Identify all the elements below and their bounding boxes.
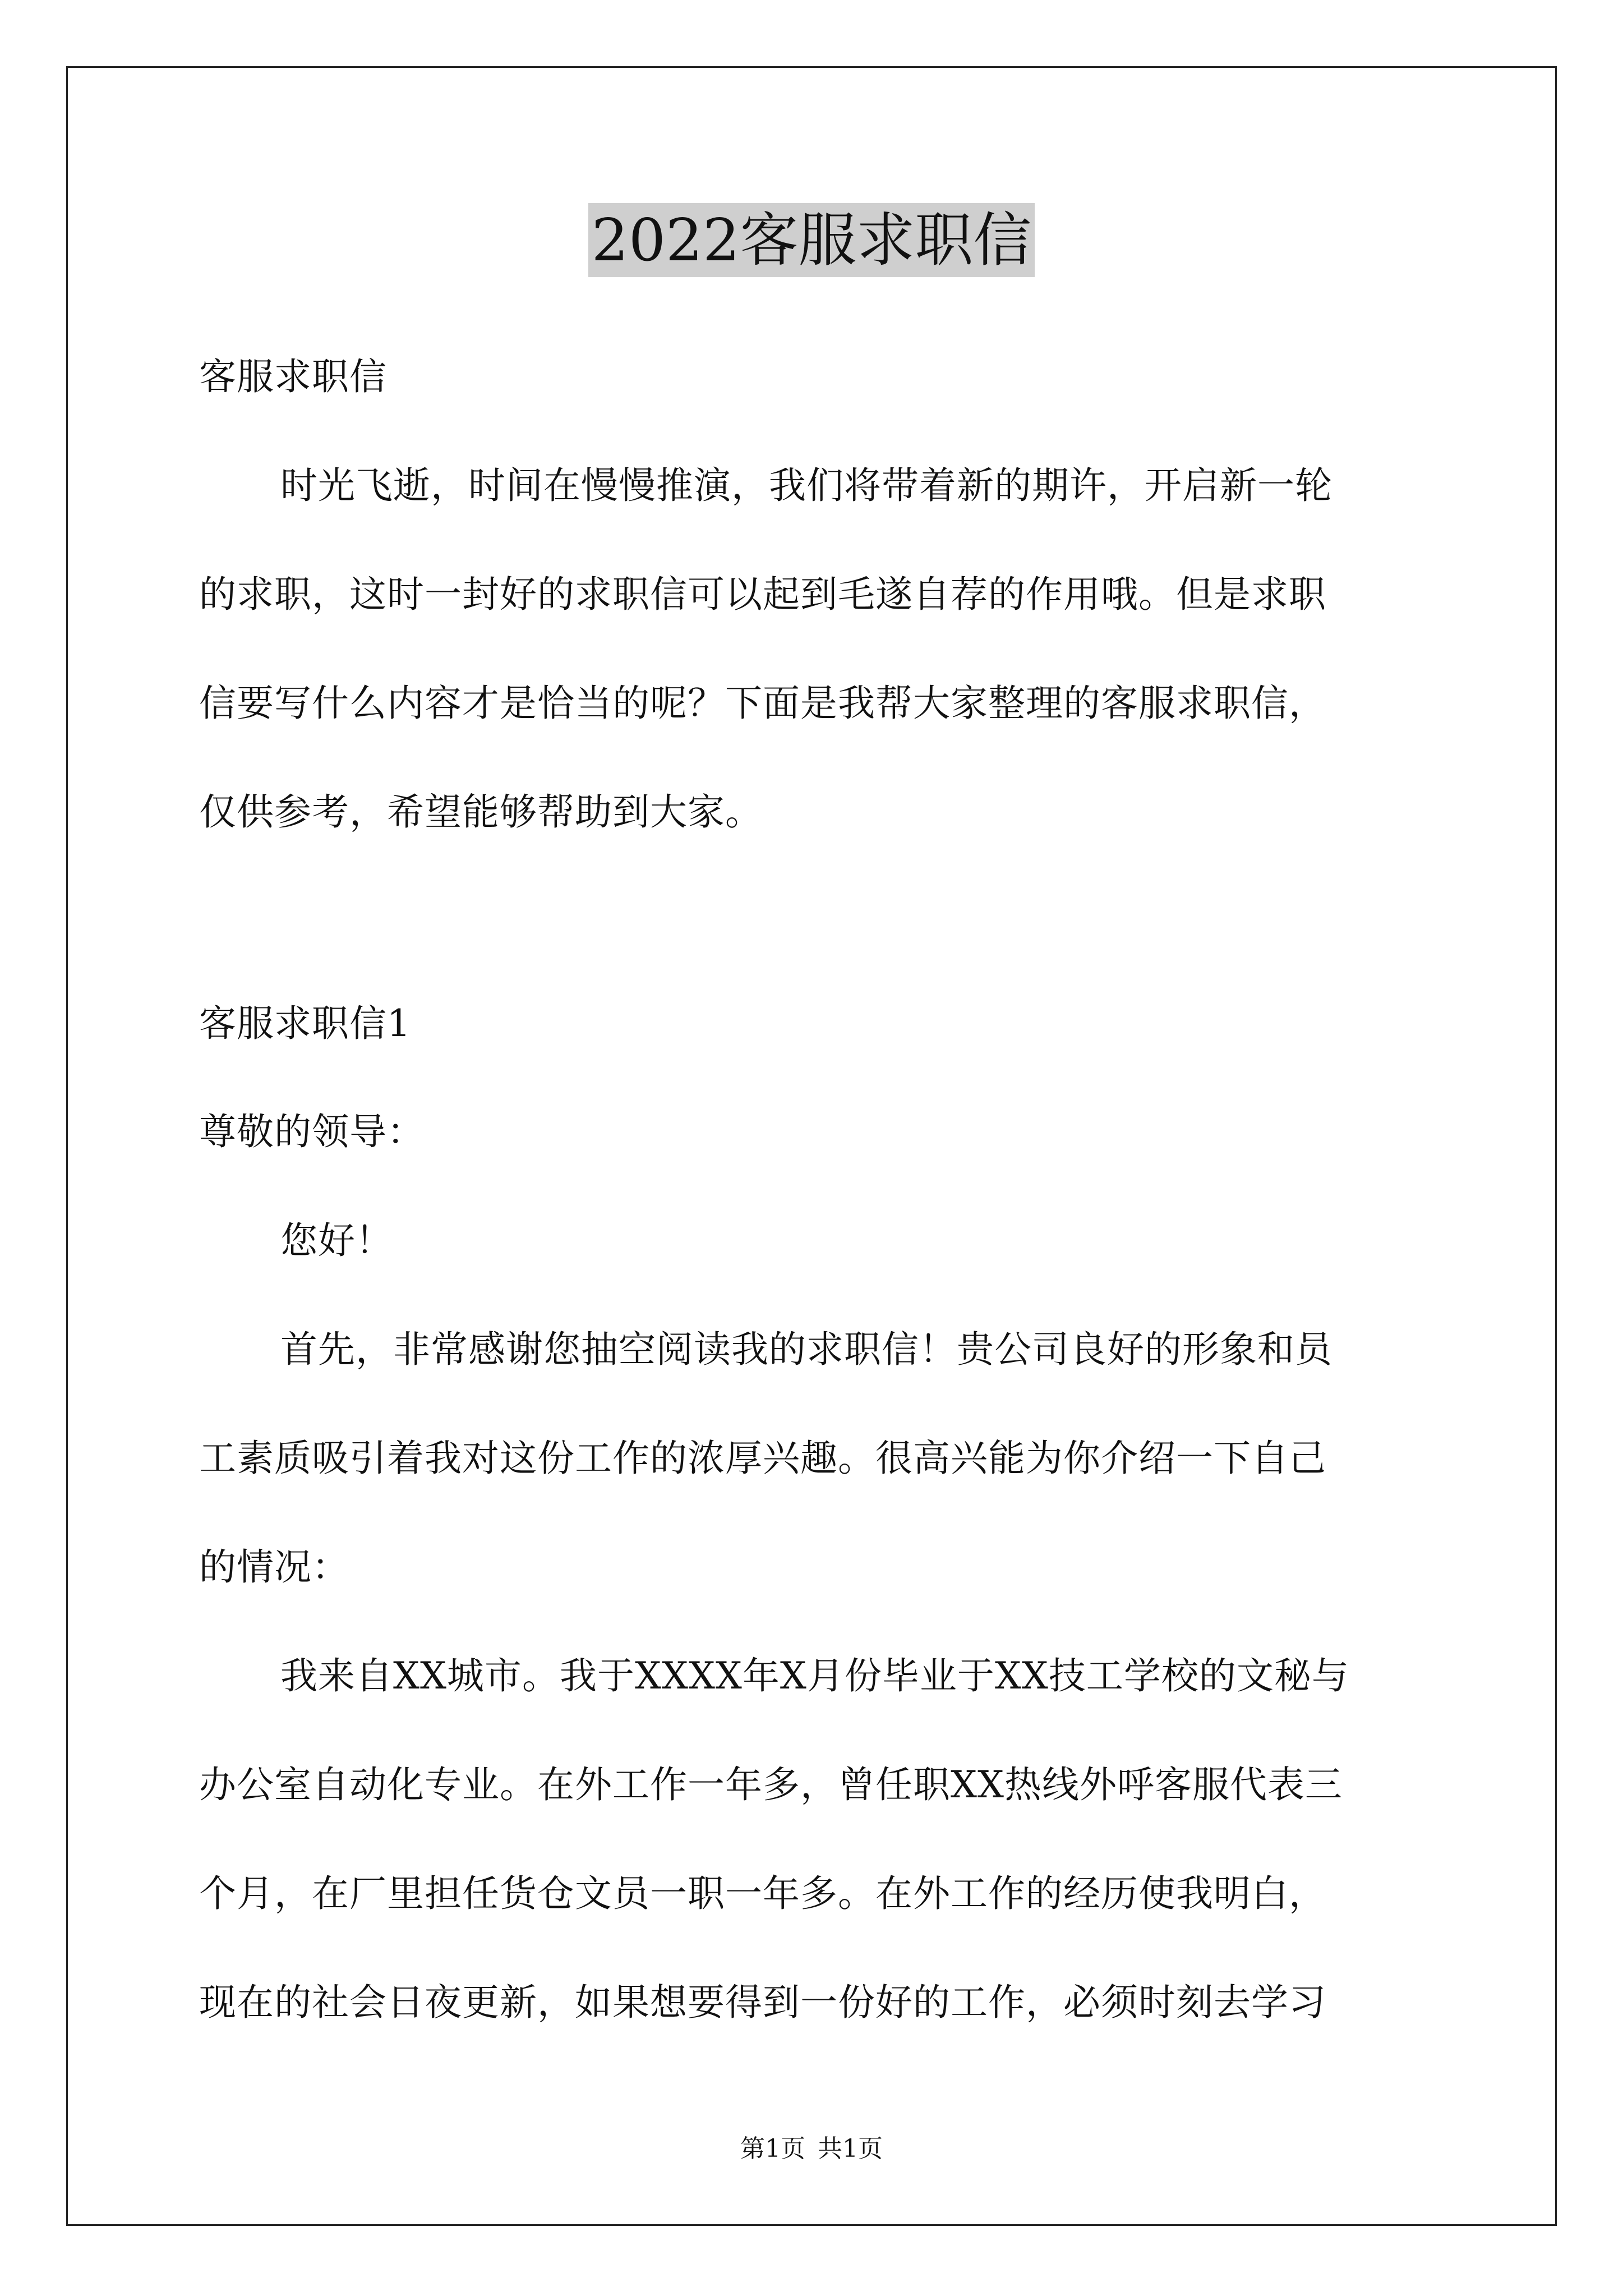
paragraph-2-line-2: 办公室自动化专业。在外工作一年多，曾任职XX热线外呼客服代表三: [199, 1763, 1343, 1806]
title-container: [0, 203, 1623, 277]
paragraph-2-line-3: 个月，在厂里担任货仓文员一职一年多。在外工作的经历使我明白，: [199, 1872, 1326, 1915]
page-footer: 第1页 共1页: [740, 2134, 883, 2163]
paragraph-1-line-3: 的情况：: [199, 1545, 349, 1589]
greeting: 您好！: [280, 1219, 393, 1262]
intro-line-3: 信要写什么内容才是恰当的呢？下面是我帮大家整理的客服求职信，: [199, 682, 1326, 725]
document-title: 2022客服求职信: [588, 203, 1035, 277]
salutation: 尊敬的领导：: [199, 1110, 425, 1153]
intro-line-2: 的求职，这时一封好的求职信可以起到毛遂自荐的作用哦。但是求职: [199, 573, 1326, 616]
intro-line-1: 时光飞逝，时间在慢慢推演，我们将带着新的期许，开启新一轮: [280, 464, 1332, 507]
intro-line-4: 仅供参考，希望能够帮助到大家。: [199, 790, 763, 834]
paragraph-1-line-2: 工素质吸引着我对这份工作的浓厚兴趣。很高兴能为你介绍一下自己: [199, 1437, 1326, 1480]
paragraph-1-line-1: 首先，非常感谢您抽空阅读我的求职信！贵公司良好的形象和员: [280, 1328, 1332, 1371]
paragraph-2-line-4: 现在的社会日夜更新，如果想要得到一份好的工作，必须时刻去学习: [199, 1981, 1326, 2024]
paragraph-2-line-1: 我来自XX城市。我于XXXX年X月份毕业于XX技工学校的文秘与: [280, 1654, 1349, 1697]
section-heading: 客服求职信: [199, 355, 387, 398]
letter-1-title: 客服求职信1: [199, 1002, 411, 1045]
